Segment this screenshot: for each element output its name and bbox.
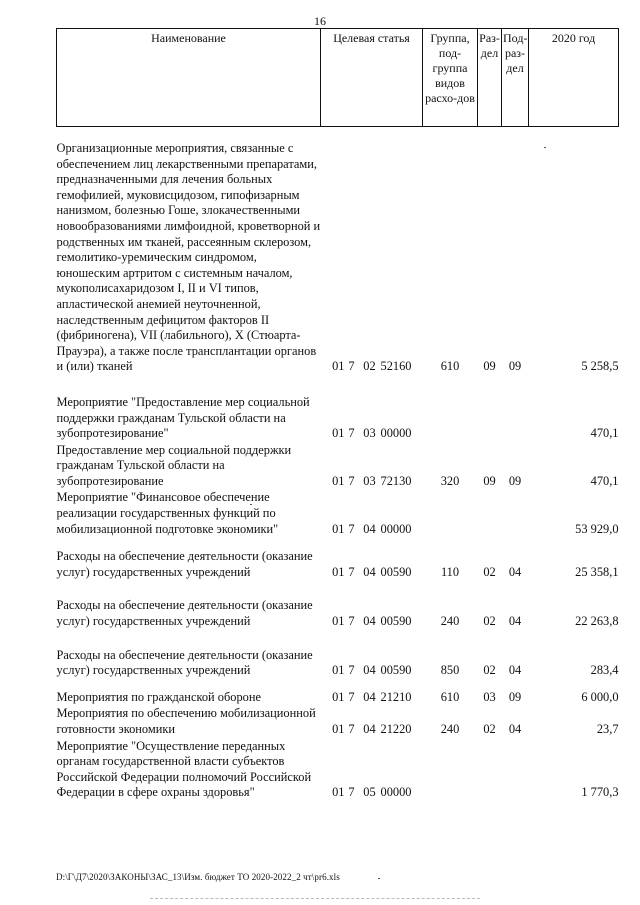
row-code-subprogram: 7 — [348, 689, 355, 704]
row-code-program: 01 — [332, 359, 345, 374]
row-value: 5 258,5 — [581, 359, 619, 374]
row-value: 23,7 — [596, 722, 619, 736]
table-row — [57, 395, 619, 442]
table-row — [57, 648, 619, 679]
row-code-subprogram: 7 — [348, 722, 355, 736]
row-value: 6 000,0 — [581, 689, 619, 704]
row-code-program: 01 — [332, 689, 345, 704]
budget-table — [56, 28, 619, 801]
row-razdel — [478, 739, 502, 801]
row-podrazdel: 04 — [508, 564, 522, 579]
row-code-subprogram: 7 — [348, 426, 355, 441]
row-group: 110 — [440, 564, 460, 579]
row-podrazdel — [502, 739, 529, 801]
row-name: Расходы на обеспечение деятельности (оказание услуг) государственных учреждений — [56, 549, 313, 579]
header-target: Целевая статья — [321, 29, 423, 127]
table-row — [57, 141, 619, 375]
row-code-event: 04 — [363, 564, 376, 579]
row-group: 320 — [440, 473, 460, 488]
row-podrazdel: 09 — [508, 473, 522, 488]
row-code-direction: 52160 — [380, 359, 412, 374]
row-value: 53 929,0 — [575, 521, 619, 536]
row-code-event: 04 — [363, 521, 376, 536]
row-code-direction: 00590 — [380, 564, 412, 579]
row-name: Мероприятие "Осуществление переданных органам государственной власти субъектов Российской Федерации полномочий Российской Федерации в сфере охраны здоровья" — [56, 738, 312, 800]
row-name: Мероприятия по обеспечению мобилизационной готовности экономики — [56, 706, 316, 736]
row-razdel — [478, 395, 502, 442]
file-path-footer: D:\Г\Д7\2020\ЗАКОНЫ\ЗАС_13\Изм. бюджет ТО 2020-2022_2 чт\pr6.xls — [56, 872, 340, 882]
row-name: Расходы на обеспечение деятельности (оказание услуг) государственных учреждений — [56, 598, 313, 629]
row-code-direction: 00000 — [380, 426, 412, 441]
row-code-direction: 00590 — [380, 663, 412, 678]
row-name: Расходы на обеспечение деятельности (оказание услуг) государственных учреждений — [56, 647, 313, 678]
row-group: 850 — [440, 663, 460, 678]
row-code-direction: 00000 — [380, 521, 412, 536]
table-row — [57, 549, 619, 580]
row-code-direction: 21210 — [380, 689, 412, 704]
row-code-program: 01 — [332, 473, 345, 488]
row-name: Мероприятие "Финансовое обеспечение реализации государственных функций по мобилизационной подготовке экономики" — [56, 490, 279, 536]
header-group: Группа, под-группа видов расхо-дов — [423, 29, 478, 127]
row-code-program: 01 — [332, 614, 345, 629]
row-code-program: 01 — [332, 785, 345, 800]
scan-speck — [250, 504, 252, 505]
row-code-subprogram: 7 — [348, 614, 355, 629]
row-code-program: 01 — [332, 722, 345, 736]
row-code-subprogram: 7 — [348, 521, 355, 536]
row-group — [423, 395, 478, 442]
row-code-event: 03 — [363, 473, 376, 488]
row-code-event: 03 — [363, 426, 376, 441]
row-group — [423, 490, 478, 537]
row-code-event: 05 — [363, 785, 376, 800]
row-razdel: 03 — [483, 689, 496, 704]
table-header-row — [57, 29, 619, 127]
row-value: 470,1 — [590, 473, 619, 488]
row-podrazdel: 04 — [508, 722, 522, 736]
row-podrazdel: 09 — [508, 359, 522, 374]
row-group: 240 — [440, 614, 460, 629]
header-name: Наименование — [57, 29, 321, 127]
header-year: 2020 год — [529, 29, 619, 127]
row-value: 25 358,1 — [575, 564, 619, 579]
row-code-subprogram: 7 — [348, 564, 355, 579]
row-name: Организационные мероприятия, связанные с обеспечением лиц лекарственными препаратами, предназначенными для лечения больных гемофилией, муковисцидозом, гипофизарным нанизмом, болезнью Гоше, злокачественными новообразованиями лимфоидной, кроветворной и родственных им тканей, рассеянным склерозом, гемолитико-уремическим синдромом, юношеским артритом с системным началом, мукополисахаридозом I, II и VI типов, апластической анемией неуточненной, наследственным дефицитом факторов II (фибриногена), VII (лабильного), X (Стюарта-Прауэра), а также после трансплантации органов и (или) тканей — [56, 141, 321, 374]
header-podrazdel: Под-раз-дел — [502, 29, 529, 127]
row-podrazdel: 09 — [508, 689, 522, 704]
row-value: 22 263,8 — [575, 614, 619, 629]
row-group — [423, 739, 478, 801]
row-code-event: 04 — [363, 663, 376, 678]
row-code-direction: 00000 — [380, 785, 412, 800]
row-name: Мероприятие "Предоставление мер социальной поддержки гражданам Тульской области на зубопротезирование" — [56, 394, 310, 441]
row-razdel: 02 — [483, 614, 496, 629]
row-code-subprogram: 7 — [348, 359, 355, 374]
row-code-subprogram: 7 — [348, 785, 355, 800]
row-code-event: 04 — [363, 722, 376, 736]
header-razdel: Раз-дел — [478, 29, 502, 127]
scan-speck — [544, 147, 546, 148]
table-row — [57, 706, 619, 737]
row-razdel: 02 — [483, 564, 496, 579]
row-podrazdel: 04 — [508, 663, 522, 678]
row-name: Предоставление мер социальной поддержки гражданам Тульской области на зубопротезирование — [56, 442, 292, 488]
row-value: 1 770,3 — [581, 785, 619, 800]
row-code-program: 01 — [332, 564, 345, 579]
row-code-program: 01 — [332, 521, 345, 536]
row-podrazdel — [502, 395, 529, 442]
row-razdel: 02 — [483, 663, 496, 678]
row-code-program: 01 — [332, 663, 345, 678]
row-code-subprogram: 7 — [348, 663, 355, 678]
row-code-subprogram: 7 — [348, 473, 355, 488]
table-row — [57, 690, 619, 706]
row-code-event: 04 — [363, 689, 376, 704]
table-row — [57, 490, 619, 537]
table-row — [57, 443, 619, 490]
row-group: 240 — [440, 722, 460, 736]
row-razdel: 09 — [483, 359, 496, 374]
row-razdel — [478, 490, 502, 537]
row-name: Мероприятия по гражданской обороне — [56, 689, 261, 704]
row-razdel: 09 — [483, 473, 496, 488]
row-code-event: 04 — [363, 614, 376, 629]
row-value: 470,1 — [590, 426, 619, 441]
row-podrazdel: 04 — [508, 614, 522, 629]
row-code-direction: 00590 — [380, 614, 412, 629]
row-value: 283,4 — [590, 663, 619, 678]
row-group: 610 — [440, 359, 460, 374]
row-podrazdel — [502, 490, 529, 537]
row-code-program: 01 — [332, 426, 345, 441]
scan-speck — [378, 878, 380, 879]
row-razdel: 02 — [483, 722, 496, 736]
row-group: 610 — [440, 689, 460, 704]
table-row — [57, 739, 619, 801]
table-row — [57, 598, 619, 629]
page-number: 16 — [314, 14, 326, 28]
scan-artifact-line — [150, 898, 480, 899]
row-code-direction: 72130 — [380, 473, 412, 488]
row-code-direction: 21220 — [380, 722, 412, 736]
row-code-event: 02 — [363, 359, 376, 374]
